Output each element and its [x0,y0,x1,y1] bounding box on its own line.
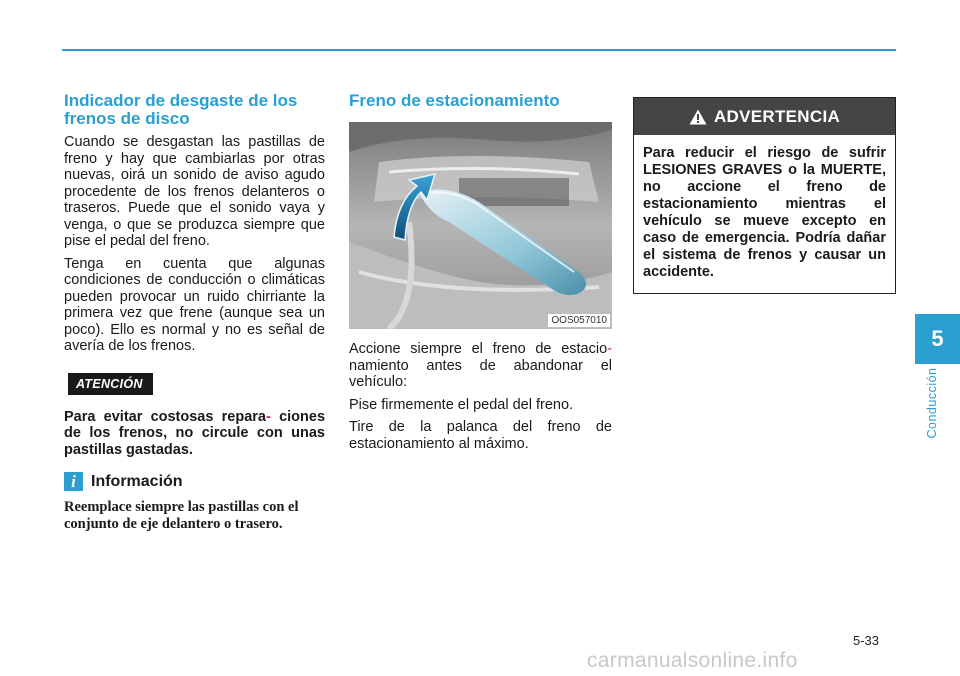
info-icon: i [64,472,83,491]
warning-header [634,98,895,135]
info-header [64,472,325,491]
paragraph: Pise firmemente el pedal del freno. [349,396,574,413]
caution-badge: ATENCIÓN [68,373,153,395]
section-heading-parking-brake: Freno de estacionamiento [349,91,560,110]
warning-triangle-icon [689,109,707,125]
parking-brake-illustration [349,122,612,329]
warning-text: Para reducir el riesgo de sufrir LESIONES GRAVES o la MUERTE, no accione el freno de estacionamiento mientras el vehículo se mueve excepto en caso de emergencia. Podría dañar el sistema de frenos y causar un accidente. [643,145,886,280]
paragraph: Tire de la palanca del freno de estacionamiento al máximo. [349,419,612,452]
parking-brake-photo [349,122,612,329]
paragraph: Accione siempre el freno de estacio- namiento antes de abandonar el vehículo: [349,341,612,390]
top-rule [62,49,896,51]
section-heading-disc-wear: Indicador de desgaste de los frenos de disco [64,91,298,128]
paragraph: Cuando se desgastan las pastillas de freno y hay que cambiarlas por otras nuevas, oirá un sonido de aviso agudo procedente de los frenos delanteros o traseros. Puede que el sonido vaya y venga, o que se produzca siempre que pise el pedal del freno. [64,134,325,249]
info-text: Reemplace siempre las pastillas con el conjunto de eje delantero o trasero. [64,499,299,532]
warning-box [633,97,896,294]
watermark: carmanualsonline.info [587,649,798,672]
page-number: 5-33 [853,633,880,648]
chapter-tab: 5 [915,314,960,364]
column-warning [633,92,896,294]
column-parking-brake [349,92,612,458]
column-brake-wear [64,92,325,533]
paragraph: Tenga en cuenta que algunas condiciones de conducción o climáticas pueden provocar un ruido chirriante la primera vez que frene (aunque sea un poco). Ello es normal y no es señal de avería de los frenos. [64,255,325,354]
chapter-label: Conducción [925,367,939,439]
warning-title: ADVERTENCIA [713,106,841,126]
image-code: OOS057010 [548,314,610,327]
info-title: Información [91,472,183,490]
caution-text: Para evitar costosas repara- ciones de los frenos, no circule con unas pastillas gastadas. [64,408,326,458]
